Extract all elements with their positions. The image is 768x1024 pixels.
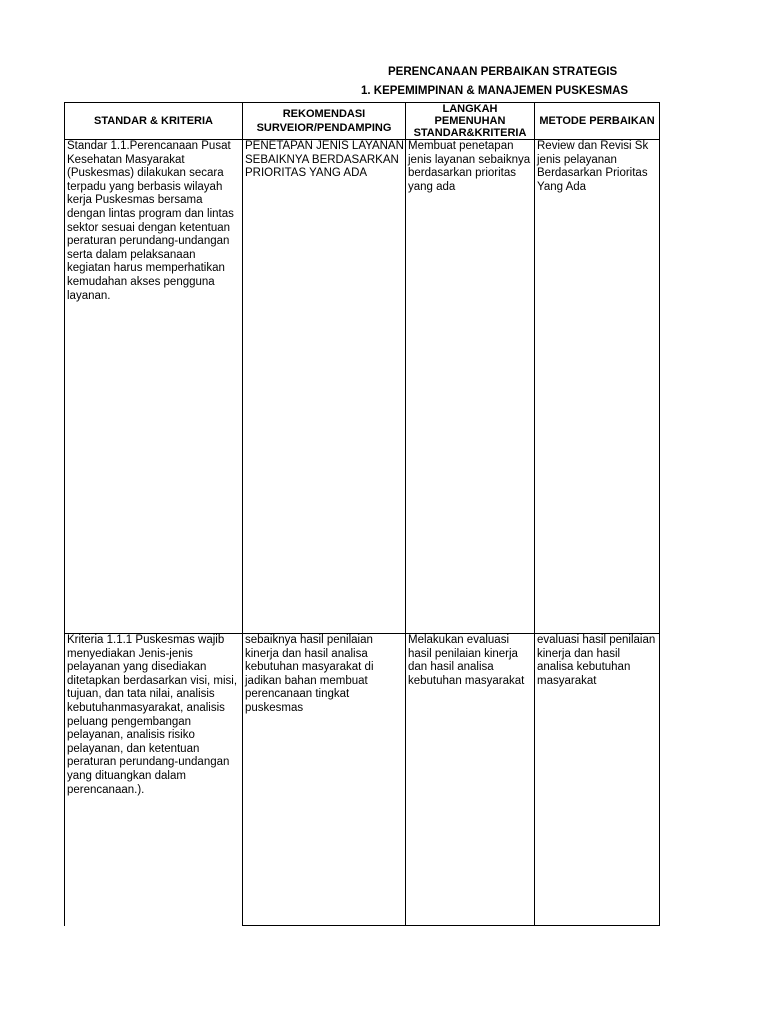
cell-langkah: Melakukan evaluasi hasil penilaian kinerja dan hasil analisa kebutuhan masyarakat [406, 634, 535, 926]
table-row [65, 634, 660, 926]
cell-metode: Review dan Revisi Sk jenis pelayanan Berdasarkan Prioritas Yang Ada [535, 140, 660, 634]
document-title: PERENCANAAN PERBAIKAN STRATEGIS [388, 66, 618, 78]
header-metode-perbaikan: METODE PERBAIKAN [535, 103, 660, 140]
header-rekomendasi: REKOMENDASI SURVEIOR/PENDAMPING [243, 103, 406, 140]
cell-rekomendasi: PENETAPAN JENIS LAYANAN SEBAIKNYA BERDASARKAN PRIORITAS YANG ADA [243, 140, 406, 634]
cell-metode: evaluasi hasil penilaian kinerja dan hasil analisa kebutuhan masyarakat [535, 634, 660, 926]
header-row [65, 103, 660, 140]
cell-kriteria: Kriteria 1.1.1 Puskesmas wajib menyediakan Jenis-jenis pelayanan yang disediakan ditetapkan berdasarkan visi, misi, tujuan, dan tata nilai, analisis kebutuhanmasyarakat, analisis peluang pengembangan pelayanan, analisis risiko pelayanan, dan ketentuan peraturan perundang-undangan yang dituangkan dalam perencanaan.). [65, 634, 243, 926]
header-standar-kriteria: STANDAR & KRITERIA [65, 103, 243, 140]
cell-standar: Standar 1.1.Perencanaan Pusat Kesehatan Masyarakat (Puskesmas) dilakukan secara terpadu yang berbasis wilayah kerja Puskesmas bersama dengan lintas program dan lintas sektor sesuai dengan ketentuan peraturan perundang-undangan serta dalam pelaksanaan kegiatan harus memperhatikan kemudahan akses pengguna layanan. [65, 140, 243, 634]
document-subtitle: 1. KEPEMIMPINAN & MANAJEMEN PUSKESMAS [361, 85, 629, 97]
table-header [65, 103, 660, 140]
cell-langkah: Membuat penetapan jenis layanan sebaiknya berdasarkan prioritas yang ada [406, 140, 535, 634]
improvement-table [64, 102, 660, 926]
header-langkah-pemenuhan: LANGKAH PEMENUHAN STANDAR&KRITERIA [406, 103, 535, 140]
cell-rekomendasi: sebaiknya hasil penilaian kinerja dan hasil analisa kebutuhan masyarakat di jadikan bahan membuat perencanaan tingkat puskesmas [243, 634, 406, 926]
table-row [65, 140, 660, 634]
